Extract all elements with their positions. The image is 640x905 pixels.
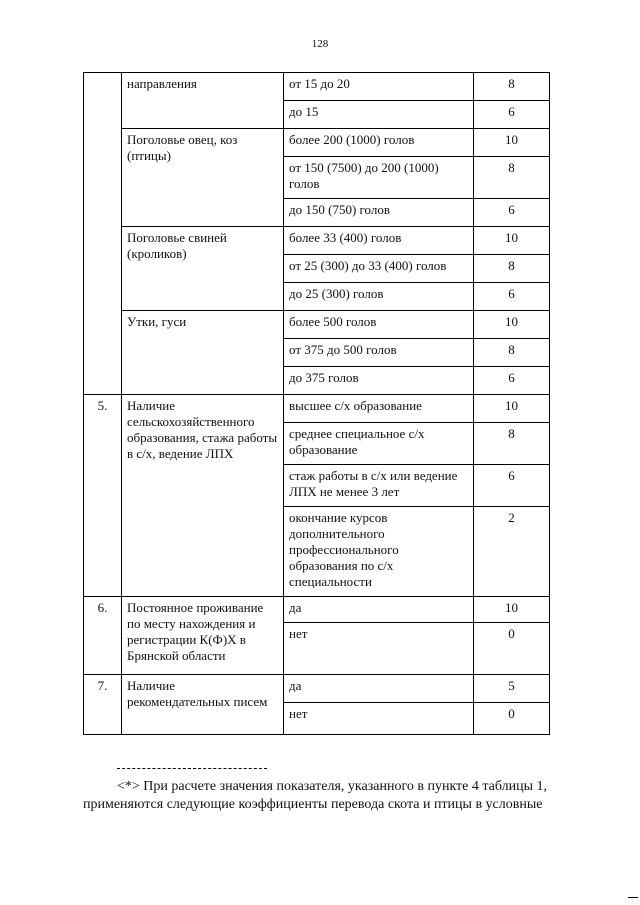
table-row: [84, 395, 550, 423]
value-cell: нет: [284, 623, 474, 675]
score-cell: 10: [474, 129, 550, 157]
value-cell: от 25 (300) до 33 (400) голов: [284, 255, 474, 283]
value-cell: нет: [284, 703, 474, 735]
score-cell: 8: [474, 339, 550, 367]
table-row: [84, 227, 550, 255]
score-cell: 10: [474, 597, 550, 623]
value-cell: до 150 (750) голов: [284, 199, 474, 227]
criterion-cell: Поголовье овец, коз (птицы): [122, 129, 284, 227]
score-cell: 2: [474, 507, 550, 597]
score-cell: 8: [474, 73, 550, 101]
score-cell: 10: [474, 395, 550, 423]
score-cell: 8: [474, 255, 550, 283]
score-cell: 6: [474, 367, 550, 395]
footnote: [83, 778, 583, 814]
row-number-cell: [84, 73, 122, 395]
footnote-separator: [117, 768, 267, 769]
page-number: 128: [311, 38, 329, 50]
criterion-cell: Наличие рекомендательных писем: [122, 675, 284, 735]
score-cell: 6: [474, 283, 550, 311]
value-cell: да: [284, 675, 474, 703]
row-number-cell: 6.: [84, 597, 122, 675]
criterion-cell: направления: [122, 73, 284, 129]
criterion-cell: Утки, гуси: [122, 311, 284, 395]
criterion-cell: Наличие сельскохозяйственного образования, стажа работы в с/х, ведение ЛПХ: [122, 395, 284, 597]
value-cell: до 25 (300) голов: [284, 283, 474, 311]
table-row: [84, 311, 550, 339]
value-cell: стаж работы в с/х или ведение ЛПХ не менее 3 лет: [284, 465, 474, 507]
value-cell: до 15: [284, 101, 474, 129]
value-cell: более 200 (1000) голов: [284, 129, 474, 157]
score-cell: 10: [474, 311, 550, 339]
value-cell: высшее с/х образование: [284, 395, 474, 423]
score-cell: 5: [474, 675, 550, 703]
value-cell: да: [284, 597, 474, 623]
score-cell: 6: [474, 199, 550, 227]
value-cell: от 15 до 20: [284, 73, 474, 101]
score-cell: 0: [474, 703, 550, 735]
value-cell: от 150 (7500) до 200 (1000) голов: [284, 157, 474, 199]
table-row: [84, 597, 550, 623]
score-cell: 6: [474, 101, 550, 129]
row-number-cell: 7.: [84, 675, 122, 735]
value-cell: среднее специальное с/х образование: [284, 423, 474, 465]
row-number-cell: 5.: [84, 395, 122, 597]
value-cell: до 375 голов: [284, 367, 474, 395]
value-cell: более 33 (400) голов: [284, 227, 474, 255]
value-cell: от 375 до 500 голов: [284, 339, 474, 367]
table-row: [84, 675, 550, 703]
score-cell: 8: [474, 157, 550, 199]
value-cell: окончание курсов дополнительного профессионального образования по с/х специальности: [284, 507, 474, 597]
table-row: [84, 129, 550, 157]
score-cell: 0: [474, 623, 550, 675]
criterion-cell: Поголовье свиней (кроликов): [122, 227, 284, 311]
score-cell: 10: [474, 227, 550, 255]
corner-mark: [628, 897, 638, 898]
footnote-line-2: применяются следующие коэффициенты перевода скота и птицы в условные: [83, 797, 543, 812]
score-cell: 8: [474, 423, 550, 465]
criterion-cell: Постоянное проживание по месту нахождения и регистрации К(Ф)Х в Брянской области: [122, 597, 284, 675]
table-row: [84, 73, 550, 101]
footnote-line-1: <*> При расчете значения показателя, указанного в пункте 4 таблицы 1,: [117, 779, 548, 794]
value-cell: более 500 голов: [284, 311, 474, 339]
score-cell: 6: [474, 465, 550, 507]
criteria-table: [83, 72, 550, 735]
